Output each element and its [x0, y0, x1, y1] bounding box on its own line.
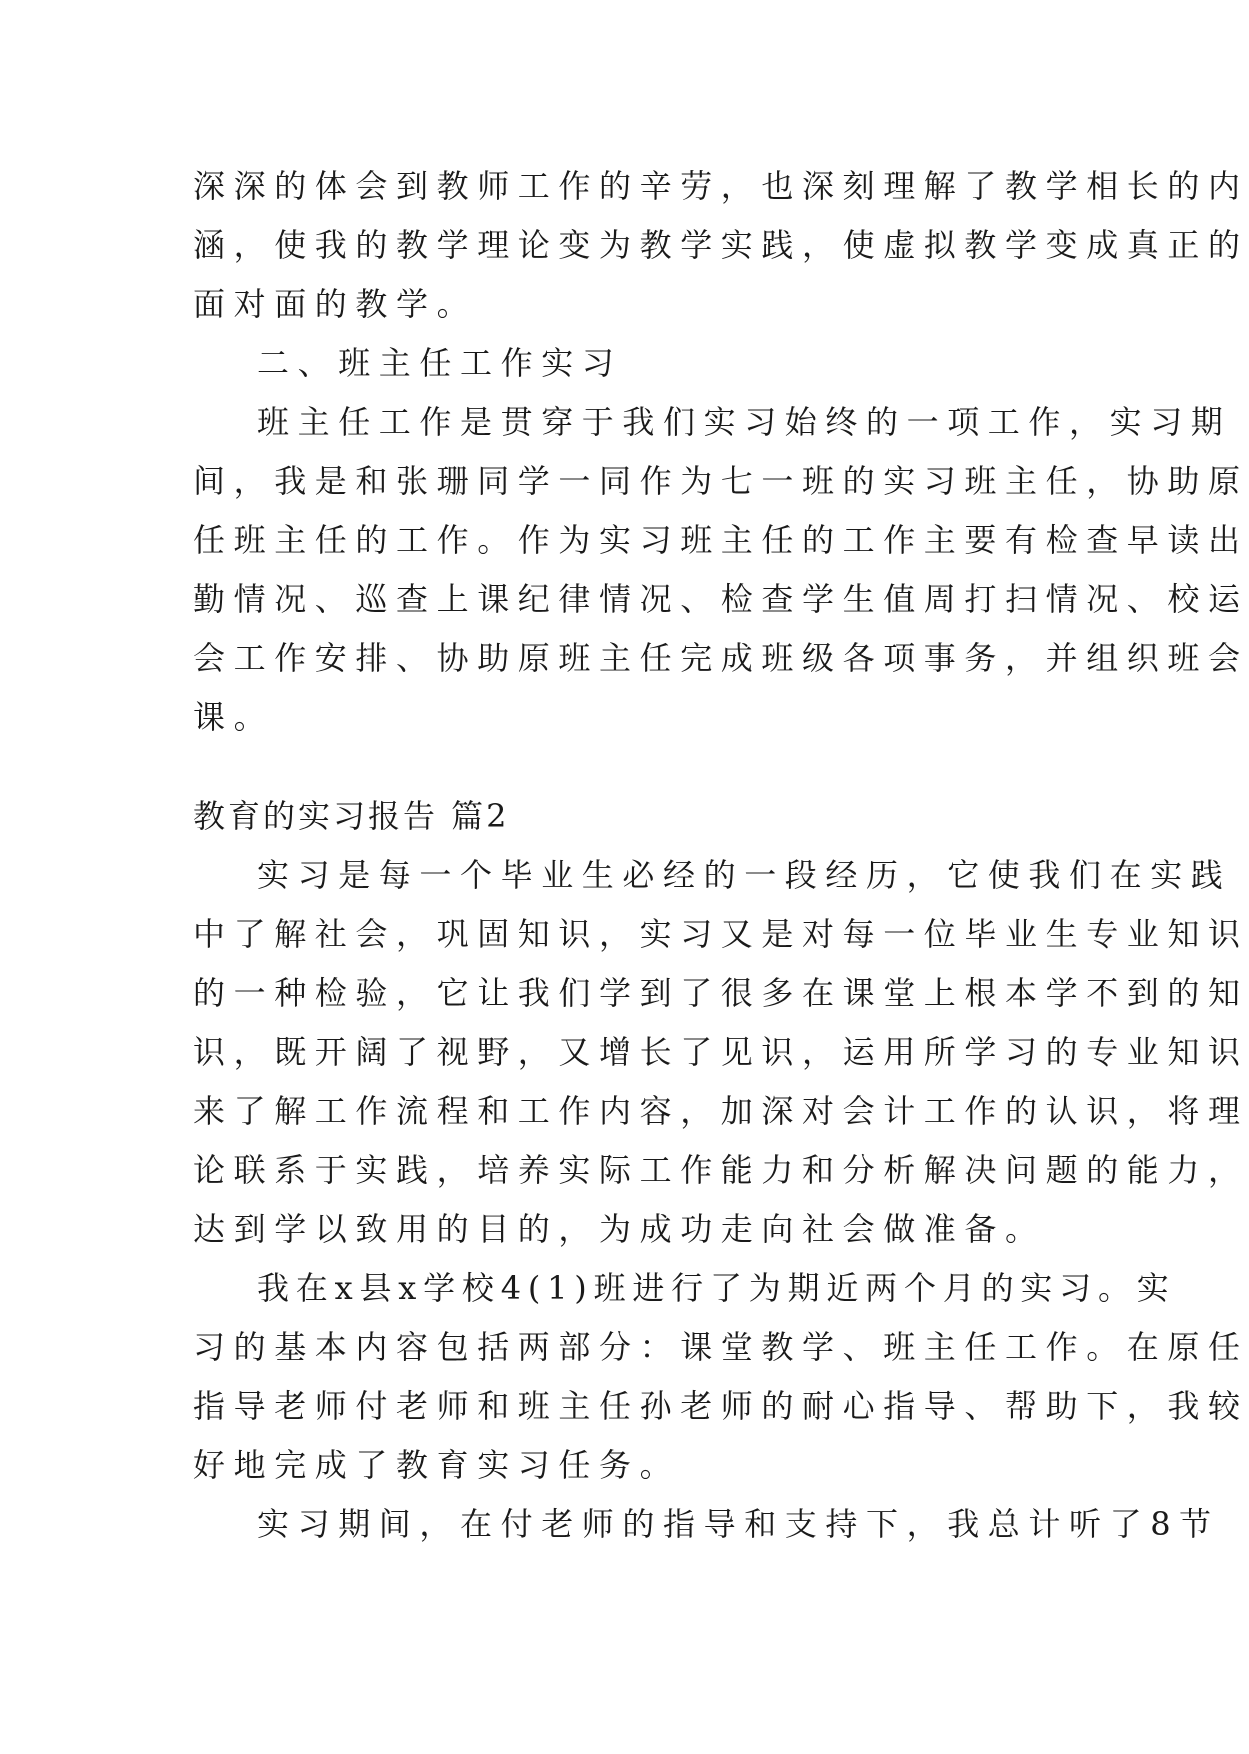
body-text-line: 识，既开阔了视野，又增长了见识，运用所学习的专业知识 — [193, 1033, 1249, 1071]
body-text-line: 习的基本内容包括两部分：课堂教学、班主任工作。在原任 — [193, 1328, 1249, 1366]
body-text-line: 我在x县x学校4(1)班进行了为期近两个月的实习。实 — [257, 1269, 1176, 1307]
body-text-line: 来了解工作流程和工作内容，加深对会计工作的认识，将理 — [193, 1092, 1249, 1130]
body-text-line: 达到学以致用的目的，为成功走向社会做准备。 — [193, 1210, 1046, 1248]
body-text-line: 的一种检验，它让我们学到了很多在课堂上根本学不到的知 — [193, 974, 1249, 1012]
body-text-line: 涵，使我的教学理论变为教学实践，使虚拟教学变成真正的 — [193, 226, 1249, 264]
body-text-line: 中了解社会，巩固知识，实习又是对每一位毕业生专业知识 — [193, 915, 1249, 953]
body-text-line: 任班主任的工作。作为实习班主任的工作主要有检查早读出 — [193, 521, 1249, 559]
body-text-line: 论联系于实践，培养实际工作能力和分析解决问题的能力， — [193, 1151, 1249, 1189]
body-text-line: 实习是每一个毕业生必经的一段经历，它使我们在实践 — [257, 856, 1232, 894]
body-text-line: 实习期间，在付老师的指导和支持下，我总计听了8节 — [257, 1505, 1220, 1543]
body-text-line: 班主任工作是贯穿于我们实习始终的一项工作，实习期 — [257, 403, 1232, 441]
body-text-line: 好地完成了教育实习任务。 — [193, 1446, 681, 1484]
body-text-line: 深深的体会到教师工作的辛劳，也深刻理解了教学相长的内 — [193, 167, 1249, 205]
body-text-line: 指导老师付老师和班主任孙老师的耐心指导、帮助下，我较 — [193, 1387, 1249, 1425]
body-text-line: 面对面的教学。 — [193, 285, 478, 323]
body-text-line: 会工作安排、协助原班主任完成班级各项事务，并组织班会 — [193, 639, 1249, 677]
body-text-line: 课。 — [193, 698, 275, 736]
section-heading: 二、班主任工作实习 — [257, 344, 623, 382]
body-text-line: 间，我是和张珊同学一同作为七一班的实习班主任，协助原 — [193, 462, 1249, 500]
body-text-line: 勤情况、巡查上课纪律情况、检查学生值周打扫情况、校运 — [193, 580, 1249, 618]
article-title: 教育的实习报告 篇2 — [193, 797, 510, 835]
